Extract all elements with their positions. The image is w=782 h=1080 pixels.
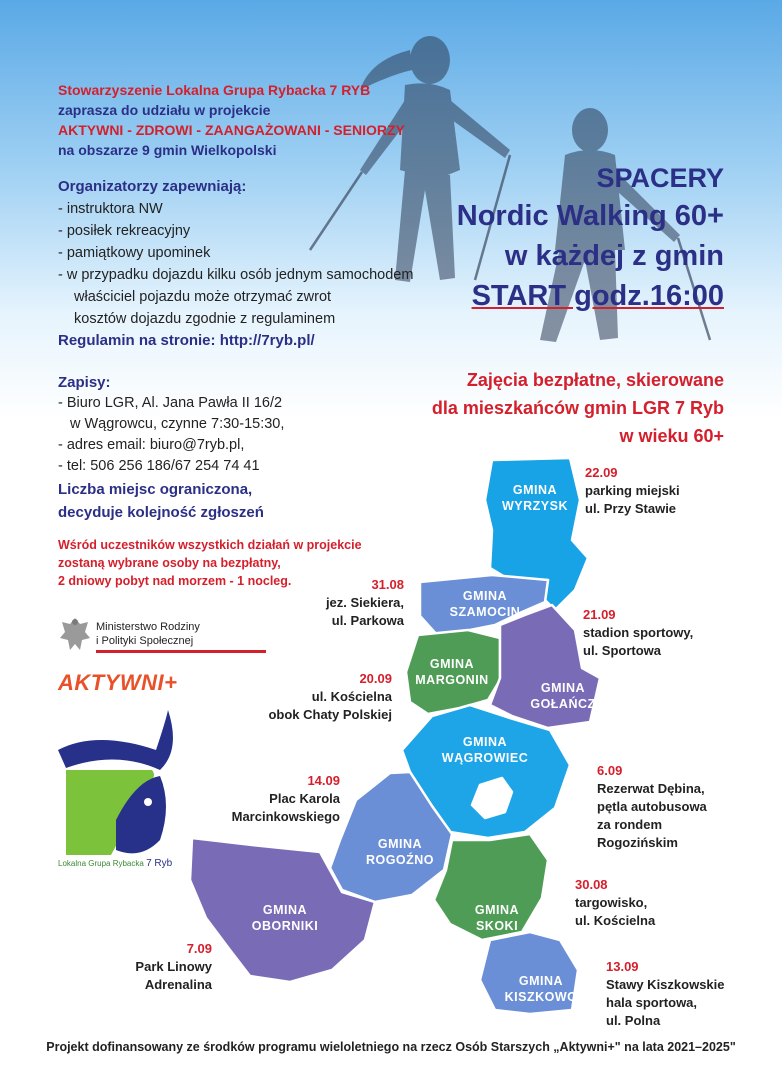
- organizers-item: właściciel pojazdu może otrzymać zwrot: [74, 289, 332, 305]
- event-wagrowiec: 6.09 Rezerwat Dębina, pętla autobusowa za rondem Rogozińskim: [597, 763, 707, 850]
- gminy-map: [170, 440, 610, 1040]
- event-golancz: 21.09 stadion sportowy, ul. Sportowa: [583, 607, 694, 658]
- organizers-item: - w przypadku dojazdu kilku osób jednym samochodem: [58, 267, 414, 283]
- event-oborniki: 7.09 Park Linowy Adrenalina: [135, 941, 212, 992]
- intro-line: AKTYWNI - ZDROWI - ZAANGAŻOWANI - SENIORZY: [58, 122, 405, 138]
- intro-line: zaprasza do udziału w projekcie: [58, 102, 271, 118]
- intro-line: Stowarzyszenie Lokalna Grupa Rybacka 7 RYB: [58, 82, 371, 98]
- draw-line: Wśród uczestników wszystkich działań w projekcie: [58, 538, 362, 552]
- hero-start-time: START godz.16:00: [471, 280, 724, 312]
- signup-email[interactable]: - adres email: biuro@7ryb.pl,: [58, 437, 245, 453]
- gmina-label: GMINA KISZKOWO: [504, 974, 578, 1004]
- gmina-label: GMINA SKOKI: [474, 903, 520, 933]
- organizers-item: - instruktora NW: [58, 201, 163, 217]
- event-kiszkowo: 13.09 Stawy Kiszkowskie hala sportowa, ul. Polna: [606, 959, 725, 1028]
- organizers-item: - pamiątkowy upominek: [58, 245, 211, 261]
- free-line: dla mieszkańców gmin LGR 7 Ryb: [431, 398, 724, 418]
- lgr-caption: [58, 858, 172, 869]
- gmina-label: GMINA SZAMOCIN: [449, 589, 521, 619]
- gmina-label: GMINA WĄGROWIEC: [441, 735, 529, 765]
- signup-header: Zapisy:: [58, 374, 111, 391]
- gmina-label: GMINA OBORNIKI: [251, 903, 319, 933]
- funding-footer: Projekt dofinansowany ze środków programu wieloletniego na rzecz Osób Starszych „Aktywni+" na lata 2021–2025": [46, 1040, 736, 1054]
- signup-phone[interactable]: - tel: 506 256 186/67 254 74 41: [58, 458, 260, 474]
- organizers-header: Organizatorzy zapewniają:: [58, 178, 247, 195]
- free-line: Zajęcia bezpłatne, skierowane: [466, 370, 724, 390]
- lgr-caption-b: 7 Ryb: [146, 858, 173, 869]
- event-skoki: 30.08 targowisko, ul. Kościelna: [575, 877, 656, 928]
- lgr-caption-a: Lokalna Grupa Rybacka: [58, 859, 144, 868]
- draw-line: 2 dniowy pobyt nad morzem - 1 nocleg.: [58, 574, 292, 588]
- gmina-label: GMINA WYRZYSK: [502, 483, 568, 513]
- signup-item: w Wągrowcu, czynne 7:30-15:30,: [70, 416, 285, 432]
- ministry-line: Ministerstwo Rodziny: [96, 621, 200, 633]
- signup-note: decyduje kolejność zgłoszeń: [58, 504, 264, 521]
- signup-note: Liczba miejsc ograniczona,: [58, 481, 253, 498]
- gmina-label: GMINA ROGOŹNO: [365, 837, 435, 867]
- event-szamocin: 31.08 jez. Siekiera, ul. Parkowa: [325, 577, 404, 628]
- draw-line: zostaną wybrane osoby na bezpłatny,: [58, 556, 281, 570]
- event-rogozno: 14.09 Plac Karola Marcinkowskiego: [231, 773, 340, 824]
- hero-line: w każdej z gmin: [504, 240, 724, 272]
- event-wyrzysk: 22.09 parking miejski ul. Przy Stawie: [585, 465, 680, 516]
- organizers-item: - posiłek rekreacyjny: [58, 223, 191, 239]
- eagle-emblem-icon: [58, 614, 92, 656]
- hero-heading: [457, 160, 724, 316]
- hero-line: SPACERY: [596, 163, 724, 193]
- aktywni-logo: AKTYWNI+: [58, 670, 178, 695]
- gmina-label: GMINA GOŁAŃCZ: [530, 681, 596, 711]
- event-margonin: 20.09 ul. Kościelna obok Chaty Polskiej: [268, 671, 392, 722]
- regulamin-link[interactable]: Regulamin na stronie: http://7ryb.pl/: [58, 332, 315, 349]
- ministry-line: i Polityki Społecznej: [96, 635, 194, 647]
- free-line: w wieku 60+: [619, 426, 724, 446]
- organizers-item: kosztów dojazdu zgodnie z regulaminem: [74, 311, 336, 327]
- gmina-label: GMINA MARGONIN: [415, 657, 489, 687]
- organizers-section: [58, 176, 478, 352]
- intro-text: [58, 80, 488, 160]
- lgr-7ryb-logo: [56, 710, 176, 860]
- free-classes-note: [432, 366, 724, 450]
- intro-line: na obszarze 9 gmin Wielkopolski: [58, 142, 277, 158]
- hero-line: Nordic Walking 60+: [456, 200, 724, 232]
- signup-item: - Biuro LGR, Al. Jana Pawła II 16/2: [58, 395, 283, 411]
